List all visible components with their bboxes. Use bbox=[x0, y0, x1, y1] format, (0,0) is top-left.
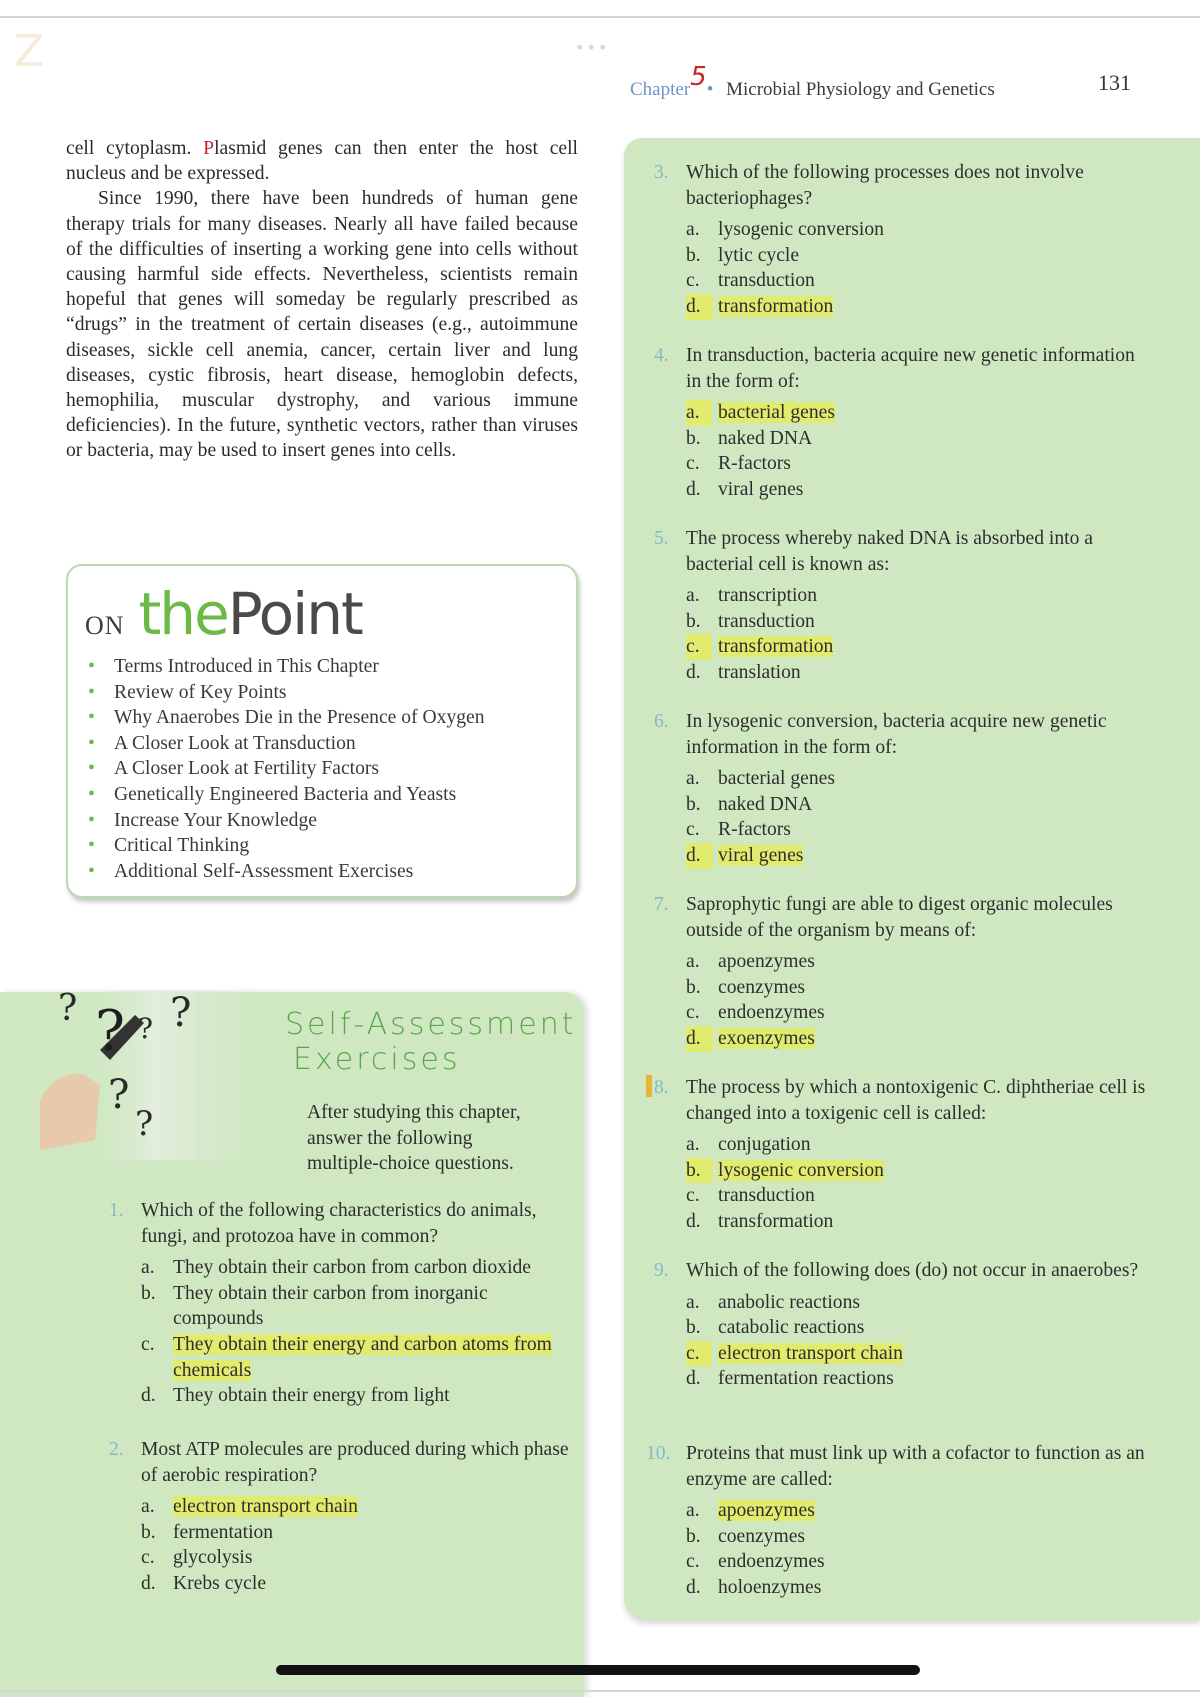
bullet-icon: • bbox=[88, 681, 95, 703]
question-text: Which of the following characteristics do animals, fungi, and protozoa have in common? bbox=[141, 1200, 537, 1247]
option-letter: a. bbox=[686, 585, 700, 607]
option-letter: c. bbox=[686, 1185, 700, 1207]
option-text: fermentation bbox=[173, 1521, 274, 1543]
question-text: The process whereby naked DNA is absorbed into a bacterial cell is known as: bbox=[686, 528, 1094, 575]
svg-text:?: ? bbox=[58, 990, 78, 1029]
highlighted-answer: apoenzymes bbox=[718, 1500, 815, 1522]
option-text: anabolic reactions bbox=[718, 1291, 860, 1313]
option-letter: c. bbox=[686, 1002, 700, 1024]
answer-option[interactable] bbox=[686, 1575, 1146, 1601]
answer-option[interactable] bbox=[686, 426, 1146, 452]
answer-option[interactable] bbox=[686, 1290, 1146, 1316]
question-7 bbox=[654, 892, 1146, 1052]
option-text: R-factors bbox=[718, 819, 791, 841]
svg-text:?: ? bbox=[138, 1012, 154, 1045]
answer-option[interactable] bbox=[686, 843, 1146, 869]
answer-options bbox=[686, 766, 1146, 868]
option-letter: a. bbox=[686, 1291, 700, 1313]
option-letter: c. bbox=[686, 634, 712, 660]
paragraph-1: cell cytoplasm. Plasmid genes can then enter the host cell nucleus and be expressed. bbox=[66, 138, 578, 185]
option-text: endoenzymes bbox=[718, 1551, 825, 1573]
option-letter: d. bbox=[686, 294, 713, 320]
question-2 bbox=[109, 1437, 581, 1597]
highlighted-answer: lysogenic conversion bbox=[718, 1159, 884, 1181]
answer-option[interactable] bbox=[686, 660, 1146, 686]
answer-options bbox=[141, 1494, 581, 1596]
highlighted-answer: transformation bbox=[718, 295, 834, 317]
bullet-icon: • bbox=[88, 758, 95, 780]
question-text: Saprophytic fungi are able to digest organic molecules outside of the organism by means of: bbox=[686, 894, 1113, 941]
question-number: 7. bbox=[654, 894, 669, 915]
option-text: bacterial genes bbox=[718, 768, 835, 790]
answer-option[interactable] bbox=[686, 268, 1146, 294]
answer-options bbox=[686, 217, 1146, 319]
question-3 bbox=[654, 160, 1146, 320]
highlighted-answer: They obtain their energy and carbon atoms from chemicals bbox=[173, 1333, 552, 1381]
point-list-item[interactable]: • Critical Thinking bbox=[88, 833, 485, 859]
question-text: In transduction, bacteria acquire new genetic information in the form of: bbox=[686, 345, 1135, 392]
answer-option[interactable] bbox=[686, 583, 1146, 609]
question-8 bbox=[654, 1075, 1146, 1235]
highlighted-answer: electron transport chain bbox=[718, 1342, 903, 1364]
option-letter: a. bbox=[686, 768, 700, 790]
point-list-item[interactable]: • Increase Your Knowledge bbox=[88, 808, 485, 834]
answer-options bbox=[686, 1290, 1146, 1392]
option-text: transduction bbox=[718, 1185, 815, 1207]
option-text: catabolic reactions bbox=[718, 1317, 865, 1339]
answer-options bbox=[686, 1132, 1146, 1234]
option-text: fermentation reactions bbox=[718, 1368, 894, 1390]
answer-option[interactable] bbox=[141, 1545, 581, 1571]
option-letter: c. bbox=[686, 453, 700, 475]
option-letter: d. bbox=[686, 1576, 701, 1598]
answer-option[interactable] bbox=[686, 766, 1146, 792]
option-letter: d. bbox=[686, 1368, 701, 1390]
option-letter: d. bbox=[141, 1572, 156, 1594]
question-text: Which of the following processes does not involve bacteriophages? bbox=[686, 162, 1084, 209]
chapter-title: Microbial Physiology and Genetics bbox=[726, 79, 995, 100]
point-list-item[interactable]: • Review of Key Points bbox=[88, 680, 485, 706]
answer-option[interactable] bbox=[141, 1494, 581, 1520]
answer-options bbox=[686, 400, 1146, 502]
question-text: Proteins that must link up with a cofactor to function as an enzyme are called: bbox=[686, 1443, 1145, 1490]
option-letter: a. bbox=[686, 1134, 700, 1156]
answer-option[interactable] bbox=[686, 975, 1146, 1001]
question-text: Which of the following does (do) not occur in anaerobes? bbox=[686, 1260, 1139, 1281]
option-text: transduction bbox=[718, 270, 815, 292]
option-letter: a. bbox=[141, 1496, 155, 1518]
option-letter: a. bbox=[141, 1257, 155, 1279]
self-assessment-heading: Self-Assessment Exercises bbox=[285, 1007, 577, 1077]
option-letter: a. bbox=[686, 951, 700, 973]
page-number: 131 bbox=[1098, 70, 1131, 95]
option-text: lytic cycle bbox=[718, 244, 800, 266]
answer-option[interactable] bbox=[686, 1549, 1146, 1575]
question-9 bbox=[654, 1258, 1146, 1392]
running-head bbox=[630, 62, 995, 102]
answer-option[interactable] bbox=[686, 1026, 1146, 1052]
point-list-item[interactable]: • A Closer Look at Transduction bbox=[88, 731, 485, 757]
self-assessment-intro: After studying this chapter, answer the following multiple-choice questions. bbox=[307, 1102, 521, 1175]
question-6 bbox=[654, 709, 1146, 869]
question-text: In lysogenic conversion, bacteria acquire new genetic information in the form of: bbox=[686, 711, 1107, 758]
option-text: transduction bbox=[718, 610, 815, 632]
option-text: transcription bbox=[718, 585, 818, 607]
question-number: 2. bbox=[109, 1439, 124, 1460]
highlighted-answer: viral genes bbox=[718, 844, 804, 866]
the-point-box bbox=[66, 564, 578, 898]
answer-option[interactable] bbox=[686, 451, 1146, 477]
svg-text:?: ? bbox=[95, 999, 126, 1064]
option-letter: b. bbox=[686, 244, 701, 266]
option-letter: d. bbox=[686, 1026, 713, 1052]
answer-option[interactable] bbox=[686, 1183, 1146, 1209]
option-text: holoenzymes bbox=[718, 1576, 822, 1598]
answer-option[interactable] bbox=[141, 1255, 581, 1281]
option-text: naked DNA bbox=[718, 793, 813, 815]
answer-option[interactable] bbox=[686, 1366, 1146, 1392]
answer-options bbox=[141, 1255, 581, 1409]
point-list-item[interactable]: • Additional Self-Assessment Exercises bbox=[88, 859, 485, 885]
header-separator: • bbox=[706, 79, 714, 100]
red-letter: P bbox=[203, 138, 215, 159]
option-letter: d. bbox=[686, 1210, 701, 1232]
the-point-logo: ON thePoint bbox=[85, 580, 362, 648]
question-text: Most ATP molecules are produced during which phase of aerobic respiration? bbox=[141, 1439, 569, 1486]
option-text: translation bbox=[718, 661, 801, 683]
option-letter: b. bbox=[686, 1317, 701, 1339]
answer-option[interactable] bbox=[686, 1158, 1146, 1184]
answer-option[interactable] bbox=[686, 1315, 1146, 1341]
question-1 bbox=[109, 1198, 581, 1409]
answer-option[interactable] bbox=[686, 294, 1146, 320]
answer-option[interactable] bbox=[141, 1332, 581, 1383]
option-letter: a. bbox=[686, 1500, 700, 1522]
option-text: naked DNA bbox=[718, 427, 813, 449]
question-number: 10. bbox=[646, 1443, 671, 1464]
highlighted-answer: electron transport chain bbox=[173, 1496, 358, 1518]
option-letter: a. bbox=[686, 400, 712, 426]
answer-option[interactable] bbox=[686, 792, 1146, 818]
svg-text:?: ? bbox=[135, 1104, 154, 1144]
answer-option[interactable] bbox=[686, 1000, 1146, 1026]
marker-bar bbox=[646, 1075, 652, 1097]
bullet-icon: • bbox=[88, 707, 95, 729]
bottom-divider bbox=[0, 1690, 1200, 1692]
option-text: They obtain their energy from light bbox=[173, 1385, 450, 1407]
option-letter: d. bbox=[686, 478, 701, 500]
option-letter: a. bbox=[686, 219, 700, 241]
highlighted-answer: exoenzymes bbox=[718, 1027, 815, 1049]
option-text: viral genes bbox=[718, 478, 804, 500]
option-letter: c. bbox=[141, 1333, 155, 1355]
option-letter: c. bbox=[686, 819, 700, 841]
point-list-item[interactable]: • A Closer Look at Fertility Factors bbox=[88, 756, 485, 782]
option-text: coenzymes bbox=[718, 1525, 806, 1547]
home-indicator[interactable] bbox=[276, 1665, 920, 1675]
bullet-icon: • bbox=[88, 656, 95, 677]
answer-option[interactable] bbox=[686, 949, 1146, 975]
answer-options bbox=[686, 583, 1146, 685]
body-text bbox=[66, 136, 578, 464]
option-letter: b. bbox=[141, 1521, 156, 1543]
option-text: apoenzymes bbox=[718, 951, 815, 973]
option-letter: b. bbox=[686, 610, 701, 632]
point-list-item[interactable]: • Genetically Engineered Bacteria and Yeasts bbox=[88, 782, 485, 808]
option-letter: c. bbox=[686, 270, 700, 292]
answer-option[interactable] bbox=[686, 609, 1146, 635]
answer-option[interactable] bbox=[686, 634, 1146, 660]
option-letter: b. bbox=[686, 793, 701, 815]
option-text: lysogenic conversion bbox=[718, 219, 884, 241]
svg-text:?: ? bbox=[170, 990, 192, 1036]
question-number: 6. bbox=[654, 711, 669, 732]
more-dots-icon[interactable]: ••• bbox=[575, 38, 610, 57]
point-list-item[interactable]: • Why Anaerobes Die in the Presence of Oxygen bbox=[88, 705, 485, 731]
option-text: They obtain their carbon from inorganic compounds bbox=[173, 1282, 488, 1330]
answer-option[interactable] bbox=[686, 217, 1146, 243]
highlighted-answer: transformation bbox=[718, 636, 834, 658]
option-text: R-factors bbox=[718, 453, 791, 475]
answer-option[interactable] bbox=[686, 243, 1146, 269]
option-letter: b. bbox=[141, 1282, 156, 1304]
question-number: 3. bbox=[654, 162, 669, 183]
option-text: coenzymes bbox=[718, 976, 806, 998]
answer-option[interactable] bbox=[686, 1132, 1146, 1158]
the-point-list bbox=[88, 654, 485, 884]
corner-watermark: Z bbox=[14, 26, 45, 77]
option-letter: c. bbox=[686, 1551, 700, 1573]
option-text: endoenzymes bbox=[718, 1002, 825, 1024]
answer-option[interactable] bbox=[141, 1383, 581, 1409]
bullet-icon: • bbox=[88, 860, 95, 882]
option-letter: d. bbox=[141, 1385, 156, 1407]
question-10 bbox=[646, 1441, 1146, 1601]
svg-text:?: ? bbox=[108, 1072, 130, 1118]
answer-options bbox=[686, 1498, 1146, 1600]
option-letter: d. bbox=[686, 661, 701, 683]
question-number: 1. bbox=[109, 1200, 124, 1221]
answer-option[interactable] bbox=[141, 1571, 581, 1597]
answer-option[interactable] bbox=[686, 1524, 1146, 1550]
option-text: Krebs cycle bbox=[173, 1572, 267, 1594]
option-letter: d. bbox=[686, 843, 713, 869]
option-text: They obtain their carbon from carbon dioxide bbox=[173, 1257, 532, 1279]
bullet-icon: • bbox=[88, 809, 95, 831]
answer-option[interactable] bbox=[686, 817, 1146, 843]
option-text: transformation bbox=[718, 1210, 834, 1232]
question-number: 8. bbox=[654, 1077, 669, 1098]
answer-option[interactable] bbox=[686, 1209, 1146, 1235]
bullet-icon: • bbox=[88, 835, 95, 857]
answer-option[interactable] bbox=[141, 1281, 581, 1332]
question-5 bbox=[654, 526, 1146, 686]
question-number: 4. bbox=[654, 345, 669, 366]
answer-option[interactable] bbox=[686, 400, 1146, 426]
question-marks-illustration bbox=[40, 990, 290, 1160]
option-text: conjugation bbox=[718, 1134, 811, 1156]
answer-option[interactable] bbox=[686, 477, 1146, 503]
paragraph-2: Since 1990, there have been hundreds of human gene therapy trials for many diseases. Nearly all have failed because of the difficulties of inserting a working gene into cells without causing harmful side effects. Nevertheless, scientists remain hopeful that genes will someday be regularly prescribed as “drugs” in the treatment of certain diseases (e.g., autoimmune diseases, sickle cell anemia, cancer, certain liver and lung diseases, cystic fibrosis, heart disease, hemoglobin defects, hemophilia, muscular dystrophy, and various immune deficiencies). In the future, synthetic vectors, rather than viruses or bacteria, may be used to insert genes into cells. bbox=[66, 188, 578, 462]
answer-options bbox=[686, 949, 1146, 1051]
top-divider bbox=[0, 16, 1200, 18]
question-text: The process by which a nontoxigenic C. diphtheriae cell is changed into a toxigenic cell is called: bbox=[686, 1077, 1146, 1124]
question-4 bbox=[654, 343, 1146, 503]
point-list-item[interactable]: • Terms Introduced in This Chapter bbox=[88, 654, 485, 680]
option-letter: c. bbox=[686, 1341, 712, 1367]
question-number: 9. bbox=[654, 1260, 669, 1281]
handwritten-chapter-number: 5 bbox=[690, 62, 707, 92]
option-letter: b. bbox=[686, 976, 701, 998]
answer-option[interactable] bbox=[141, 1520, 581, 1546]
bullet-icon: • bbox=[88, 732, 95, 754]
option-text: glycolysis bbox=[173, 1547, 253, 1569]
highlighted-answer: bacterial genes bbox=[718, 402, 835, 424]
answer-option[interactable] bbox=[686, 1498, 1146, 1524]
option-letter: c. bbox=[141, 1547, 155, 1569]
bullet-icon: • bbox=[88, 783, 95, 805]
option-letter: b. bbox=[686, 1525, 701, 1547]
option-letter: b. bbox=[686, 1158, 713, 1184]
chapter-label: Chapter bbox=[630, 79, 691, 100]
question-number: 5. bbox=[654, 528, 669, 549]
answer-option[interactable] bbox=[686, 1341, 1146, 1367]
option-letter: b. bbox=[686, 427, 701, 449]
